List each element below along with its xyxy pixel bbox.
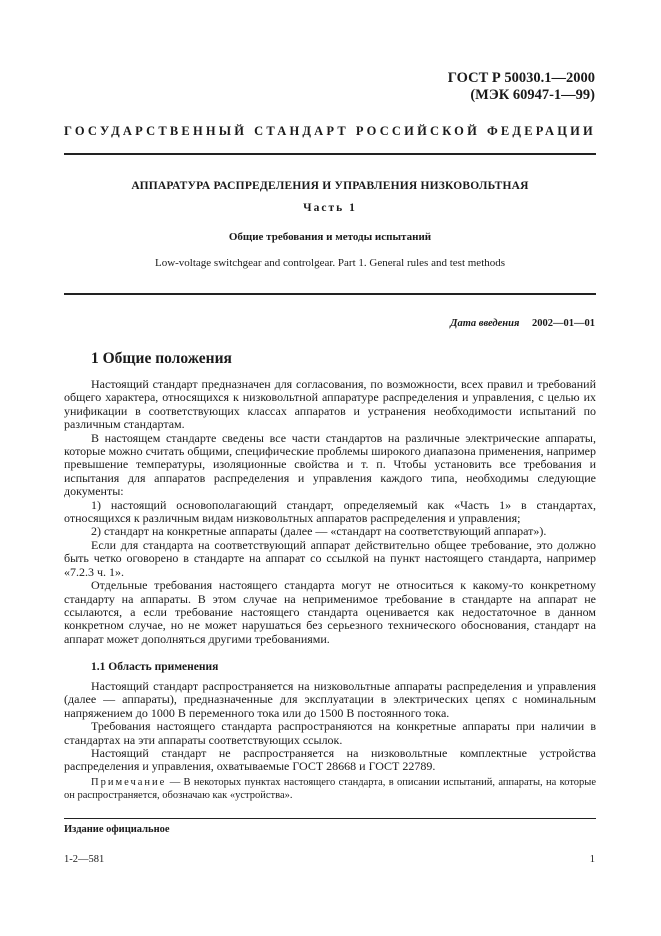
paragraph: 2) стандарт на конкретные аппараты (далее — «стандарт на соответствующий аппарат»).	[91, 524, 547, 539]
section-heading: 1 Общие положения	[91, 350, 232, 367]
subsection-heading: 1.1 Область применения	[91, 661, 219, 673]
iec-number: (МЭК 60947-1—99)	[470, 87, 595, 103]
introduction-date	[450, 318, 595, 329]
paragraph: Если для стандарта на соответствующий аппарат действительно общее требование, это должно быть четко оговорено в стандарте на аппарат со ссылкой на пункт настоящего стандарта, например «7.2.3 ч. 1».	[64, 537, 596, 579]
state-standard-banner	[64, 124, 596, 139]
standard-designation	[448, 70, 595, 104]
top-divider	[64, 153, 596, 155]
note-label: Примечание	[91, 777, 167, 788]
introduction-date-label: Дата введения	[450, 318, 520, 329]
title-divider	[64, 293, 596, 295]
banner-word: ГОСУДАРСТВЕННЫЙ	[64, 124, 248, 138]
paragraph: Настоящий стандарт предназначен для согласования, по возможности, всех правил и требований общего характера, относящихся к низковольтной аппаратуре распределения и управления, с целью их унификации в соответствующих классах аппаратов и устранения необходимости испытаний по различным стандартам.	[64, 377, 596, 432]
note	[64, 776, 596, 802]
banner-word: РОССИЙСКОЙ	[355, 124, 481, 138]
paragraph: Настоящий стандарт распространяется на низковольтные аппараты распределения и управления (далее — аппараты), предназначенные для эксплуатации в электрических цепях с номинальным напряжением до 1000 В переменного тока или до 1500 В постоянного тока.	[64, 679, 596, 720]
footer-divider	[64, 818, 596, 819]
english-title: Low-voltage switchgear and controlgear. Part 1. General rules and test methods	[154, 257, 506, 269]
document-part: Часть 1	[303, 202, 357, 214]
document-subtitle: Общие требования и методы испытаний	[228, 231, 432, 243]
paragraph: Настоящий стандарт не распространяется на низковольтные комплектные устройства распределения и управления, охватываемые ГОСТ 28668 и ГОСТ 22789.	[64, 746, 596, 774]
subsection-body	[64, 680, 596, 774]
paragraph: 1) настоящий основополагающий стандарт, определяемый как «Часть 1» в стандартах, относящихся к различным видам низковольтных аппаратов распределения и управления;	[64, 497, 596, 526]
paragraph: Отдельные требования настоящего стандарта могут не относиться к какому-то конкретному стандарту на аппараты. В этом случае на неприменимое требование в стандарте на аппарат не ссылаются, а если требование настоящего стандарта оценивается как недостаточное в данном конкретном случае, но не может нарушаться без серьезного технического обоснования, стандарт на аппарат может дополняться другими требованиями.	[64, 578, 596, 646]
banner-word: СТАНДАРТ	[254, 124, 349, 138]
document-title: АППАРАТУРА РАСПРЕДЕЛЕНИЯ И УПРАВЛЕНИЯ НИЗКОВОЛЬТНАЯ	[131, 180, 529, 192]
introduction-date-value: 2002—01—01	[532, 318, 595, 329]
print-code: 1-2—581	[64, 854, 105, 865]
banner-word: ФЕДЕРАЦИИ	[486, 124, 596, 138]
page-number: 1	[589, 854, 595, 865]
standard-number: ГОСТ Р 50030.1—2000	[447, 70, 595, 86]
section-body	[64, 378, 596, 646]
paragraph: Требования настоящего стандарта распространяются на конкретные аппараты при наличии в стандартах на эти аппараты соответствующих ссылок.	[64, 719, 596, 747]
note-text: — В некоторых пунктах настоящего стандарта, в описании испытаний, аппараты, на которые он распространяется, обозначаю как «устройства».	[64, 777, 596, 801]
edition-label: Издание официальное	[64, 824, 170, 835]
paragraph: В настоящем стандарте сведены все части стандартов на различные электрические аппараты, которые можно считать общими, специфические проблемы широкого диапазона применения, например превышение температуры, изоляционные свойства и т. п. Чтобы установить все требования и испытания для аппаратов распределения и управления каждого типа, необходимы следующие документы:	[64, 430, 596, 499]
